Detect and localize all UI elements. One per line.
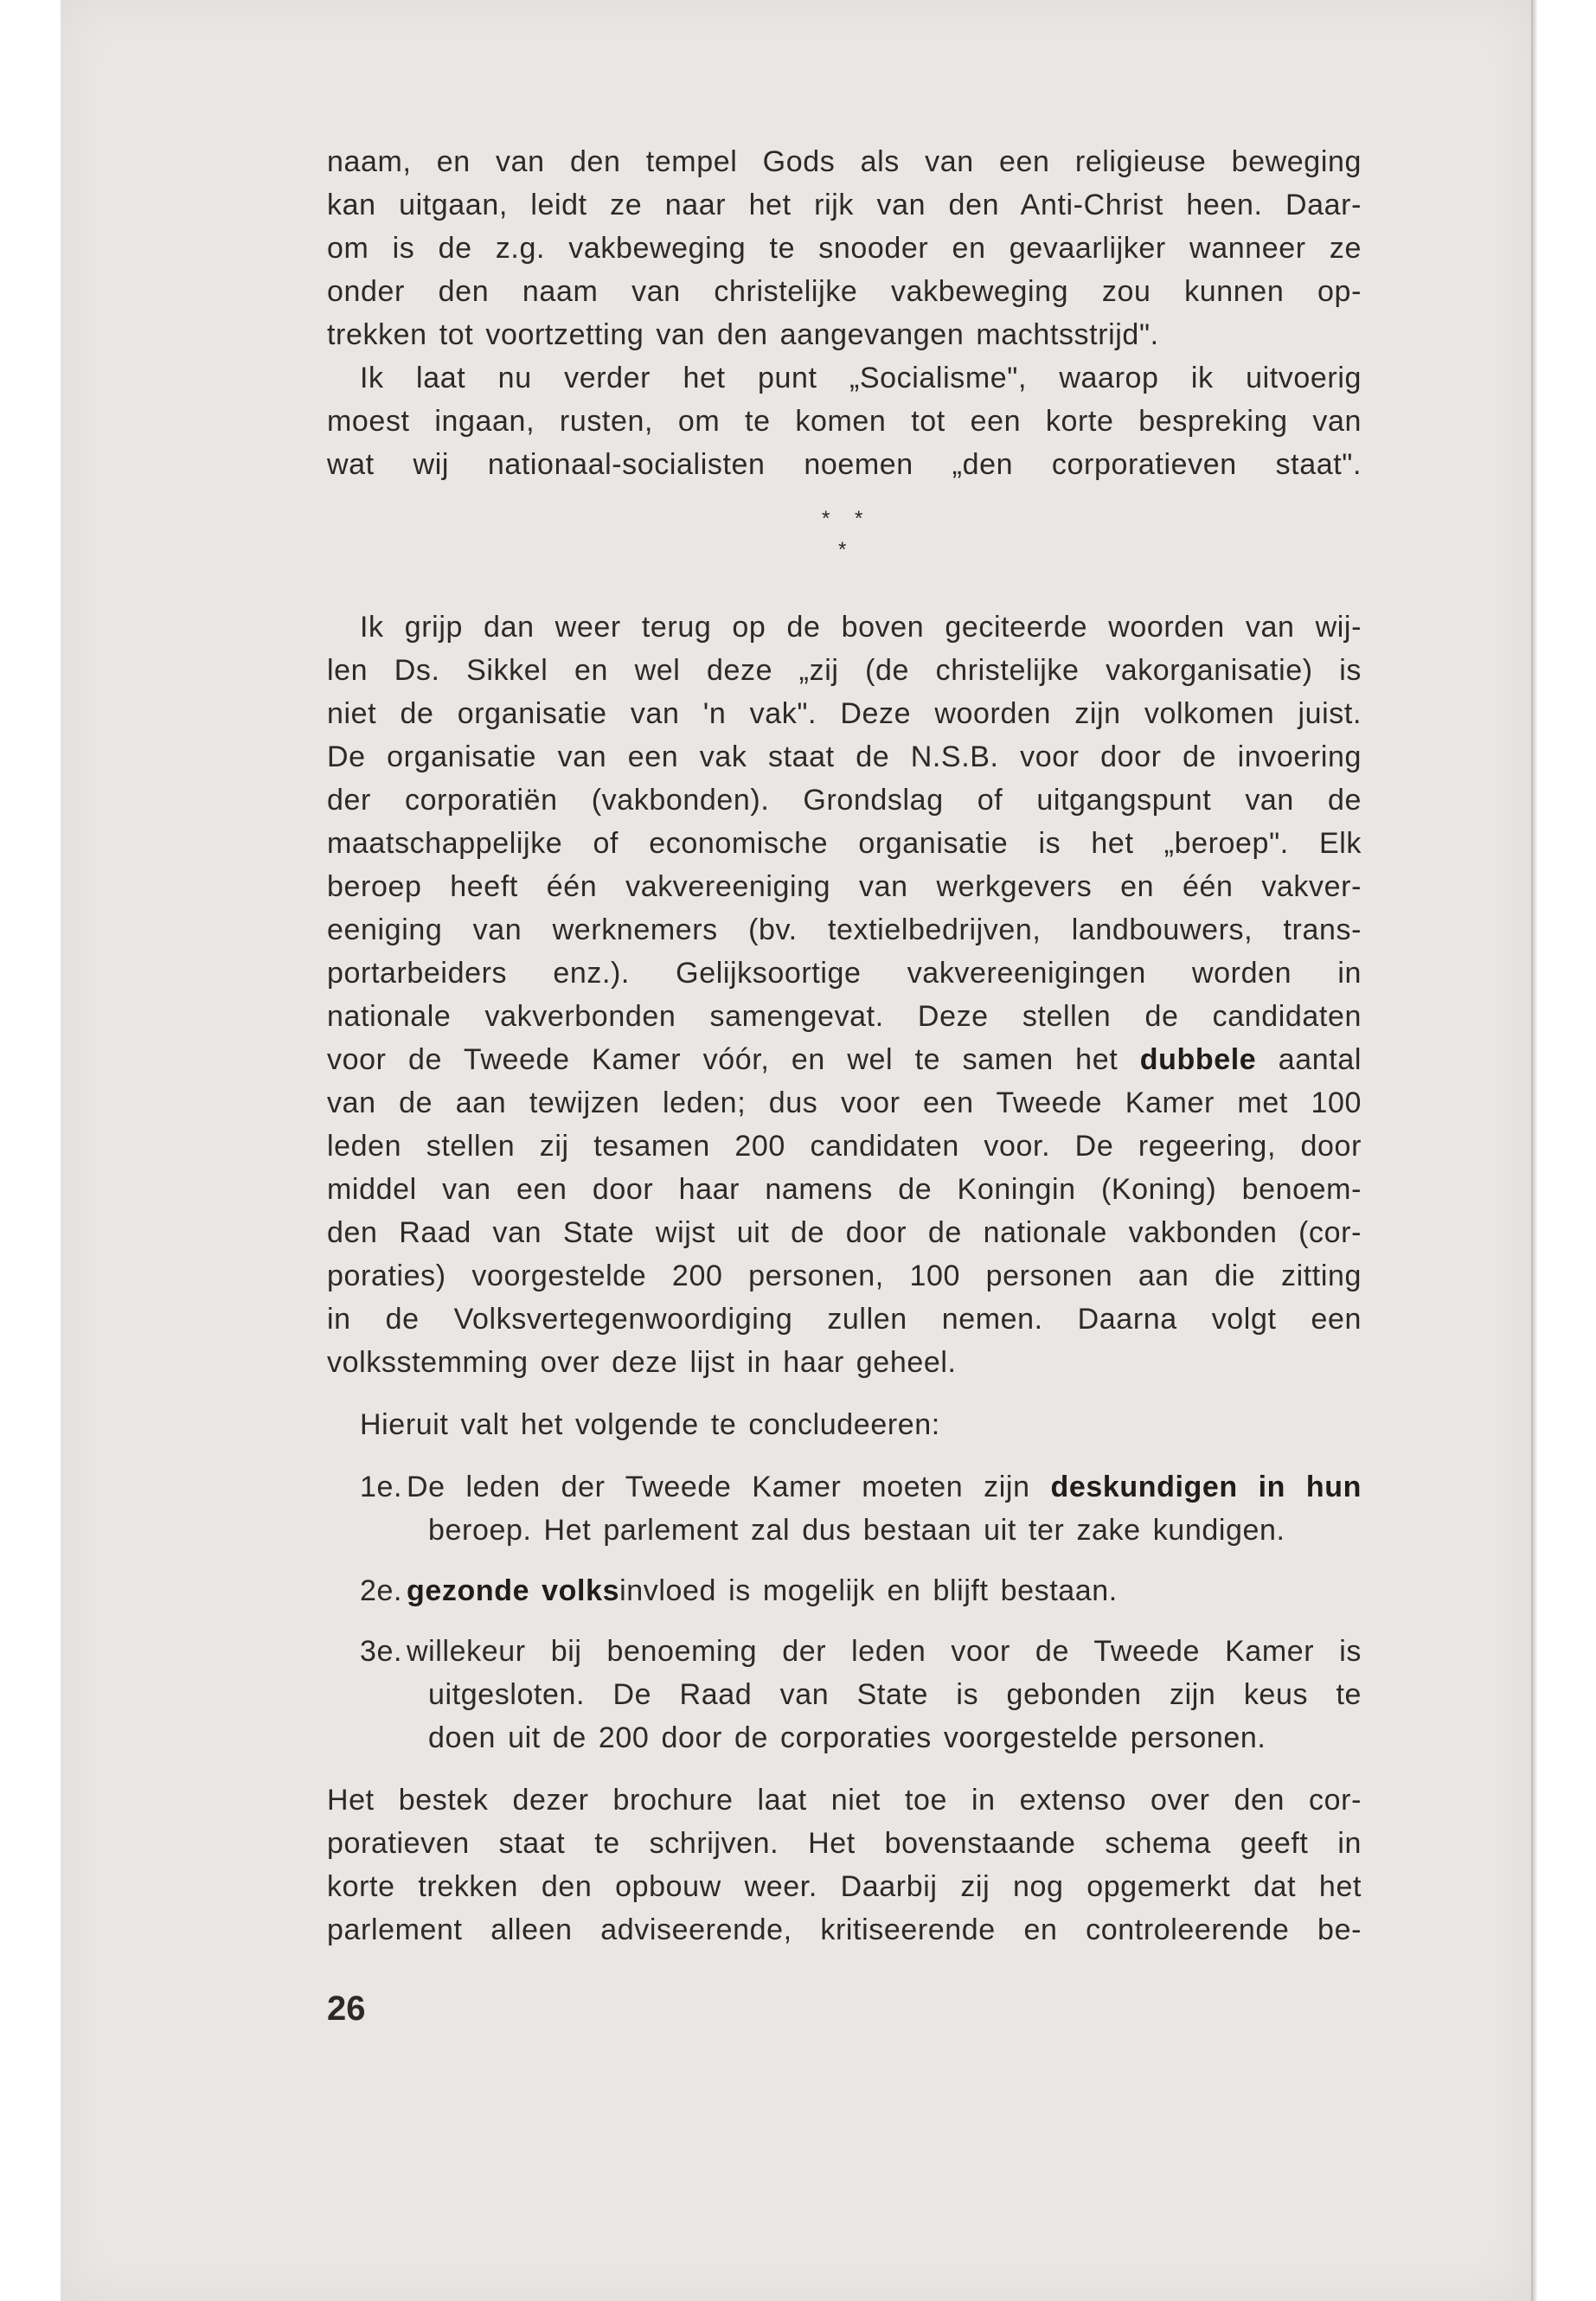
- text-line: poratieven staat te schrijven. Het bovenstaande schema geeft in: [327, 1827, 1362, 1860]
- text-line: beroep heeft één vakvereeniging van werkgevers en één vakver-: [327, 870, 1362, 903]
- text-line: eeniging van werknemers (bv. textielbedrijven, landbouwers, trans-: [327, 913, 1362, 946]
- text-fragment: aantal: [1278, 1043, 1362, 1076]
- paragraph-socialisme: [327, 356, 1362, 486]
- text-line: portarbeiders enz.). Gelijksoortige vakvereenigingen worden in: [327, 957, 1362, 990]
- text-fragment: De leden der Tweede Kamer moeten zijn: [407, 1471, 1030, 1503]
- list-text-continuation: doen uit de 200 door de corporaties voorgestelde personen.: [428, 1721, 1266, 1754]
- text-line: trekken tot voortzetting van den aangevangen machtsstrijd".: [327, 318, 1159, 351]
- text-fragment: invloed is mogelijk en blijft bestaan.: [619, 1574, 1118, 1607]
- list-text: willekeur bij benoeming der leden voor de Tweede Kamer is: [407, 1635, 1362, 1668]
- paragraph-continuation: [327, 140, 1362, 356]
- text-line: Ik laat nu verder het punt „Socialisme", waarop ik uitvoerig: [360, 362, 1362, 394]
- text-line: kan uitgaan, leidt ze naar het rijk van den Anti-Christ heen. Daar-: [327, 189, 1362, 221]
- conclusion-intro: Hieruit valt het volgende te concludeeren:: [360, 1408, 940, 1441]
- asterisk-ornament: *: [838, 538, 847, 561]
- text-line: in de Volksvertegenwoordiging zullen nemen. Daarna volgt een: [327, 1303, 1362, 1336]
- text-line: om is de z.g. vakbeweging te snooder en gevaarlijker wanneer ze: [327, 232, 1362, 265]
- body-text: [327, 140, 1362, 1952]
- list-text-continuation: uitgesloten. De Raad van State is gebonden zijn keus te: [428, 1678, 1362, 1711]
- paragraph-brochure: [327, 1779, 1362, 1952]
- list-item-3: [360, 1630, 1362, 1759]
- page-number: 26: [327, 1990, 366, 2028]
- text-line: middel van een door haar namens de Koningin (Koning) benoem-: [327, 1173, 1362, 1206]
- asterisk-ornament: *: [822, 507, 830, 530]
- text-line: maatschappelijke of economische organisatie is het „beroep". Elk: [327, 827, 1362, 860]
- list-number: 1e.: [360, 1471, 403, 1503]
- text-line: van de aan tewijzen leden; dus voor een Tweede Kamer met 100: [327, 1086, 1362, 1119]
- list-number: 3e.: [360, 1635, 403, 1668]
- emphasis-gezonde-volks: gezonde volks: [407, 1574, 620, 1607]
- text-line: len Ds. Sikkel en wel deze „zij (de christelijke vakorganisatie) is: [327, 654, 1362, 687]
- list-item-2: [360, 1569, 1362, 1612]
- list-text-continuation: beroep. Het parlement zal dus bestaan uit ter zake kundigen.: [428, 1514, 1285, 1547]
- page-edge: [1531, 0, 1538, 2301]
- text-line: volksstemming over deze lijst in haar geheel.: [327, 1346, 957, 1379]
- text-line: poraties) voorgestelde 200 personen, 100 personen aan die zitting: [327, 1259, 1362, 1292]
- text-line: der corporatiën (vakbonden). Grondslag of uitgangspunt van de: [327, 784, 1362, 817]
- asterisk-ornament: *: [855, 507, 863, 530]
- numbered-list: [327, 1465, 1362, 1759]
- list-number: 2e.: [360, 1574, 403, 1607]
- text-line: naam, en van den tempel Gods als van een religieuse beweging: [327, 145, 1362, 178]
- text-line: korte trekken den opbouw weer. Daarbij zij nog opgemerkt dat het: [327, 1870, 1362, 1903]
- text-line: parlement alleen adviseerende, kritiseerende en controleerende be-: [327, 1913, 1362, 1946]
- list-text: [407, 1569, 1362, 1612]
- text-line: leden stellen zij tesamen 200 candidaten voor. De regeering, door: [327, 1130, 1362, 1163]
- text-line: niet de organisatie van 'n vak". Deze woorden zijn volkomen juist.: [327, 697, 1362, 730]
- list-text: [407, 1465, 1362, 1509]
- text-line: nationale vakverbonden samengevat. Deze stellen de candidaten: [327, 1000, 1362, 1033]
- list-item-1: [360, 1465, 1362, 1552]
- section-separator: [327, 500, 1362, 595]
- text-line-with-emphasis: [327, 1038, 1362, 1081]
- text-line: den Raad van State wijst uit de door de nationale vakbonden (cor-: [327, 1216, 1362, 1249]
- text-line: wat wij nationaal-socialisten noemen „den corporatieven staat".: [327, 448, 1362, 481]
- emphasis-deskundigen: deskundigen in hun: [1050, 1471, 1362, 1503]
- text-line: De organisatie van een vak staat de N.S.B. voor door de invoering: [327, 740, 1362, 773]
- text-line: moest ingaan, rusten, om te komen tot een korte bespreking van: [327, 405, 1362, 438]
- text-fragment: voor de Tweede Kamer vóór, en wel te samen het: [327, 1043, 1118, 1076]
- text-line: Ik grijp dan weer terug op de boven geciteerde woorden van wij-: [360, 611, 1362, 644]
- text-line: Het bestek dezer brochure laat niet toe in extenso over den cor-: [327, 1784, 1362, 1817]
- text-line: onder den naam van christelijke vakbeweging zou kunnen op-: [327, 275, 1362, 308]
- emphasis-dubbele: dubbele: [1139, 1043, 1257, 1076]
- paragraph-corporatieve-staat: [327, 606, 1362, 1384]
